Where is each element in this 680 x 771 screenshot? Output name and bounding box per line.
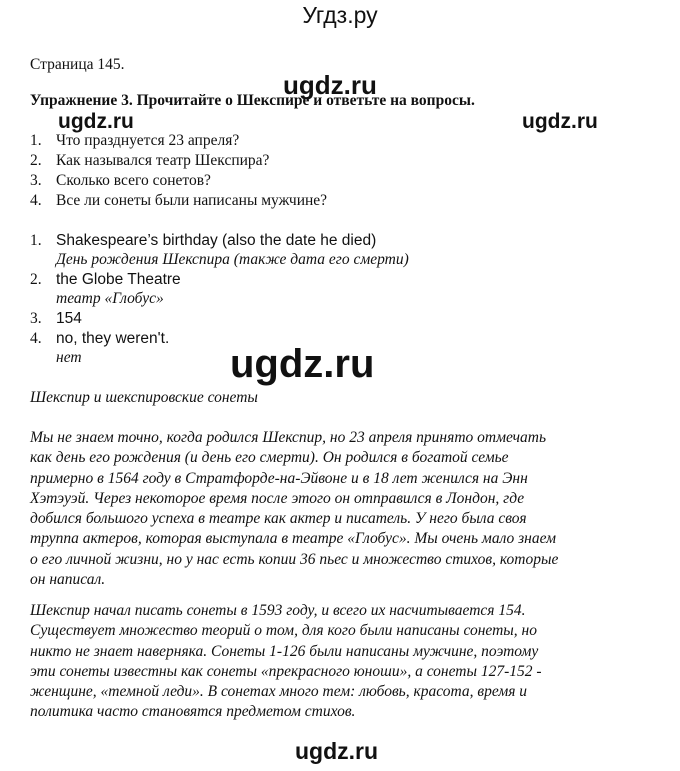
text-line: о его личной жизни, но у нас есть копии 36 пьес и множество стихов, которые	[30, 550, 559, 568]
answer-number: 4.	[30, 330, 42, 347]
answer-text: 154	[56, 310, 82, 327]
answer-number: 2.	[30, 271, 42, 288]
question-text: Все ли сонеты были написаны мужчине?	[56, 192, 328, 209]
text-line: примерно в 1564 году в Стратфорде-на-Эйвоне и в 18 лет женился на Энн	[30, 469, 528, 487]
text-line: Мы не знаем точно, когда родился Шекспир, но 23 апреля принято отмечать	[30, 429, 547, 446]
watermark: ugdz.ru	[522, 110, 598, 133]
text-line: труппа актеров, которая выступала в театре «Глобус». Мы очень мало знаем	[30, 530, 557, 548]
question-number: 4.	[30, 192, 42, 209]
site-title[interactable]: Угдз.ру	[302, 2, 378, 28]
answer-translation: театр «Глобус»	[56, 290, 164, 307]
text-line: Существует множество теорий о том, для кого были написаны сонеты, но	[30, 622, 537, 640]
text-line: Хэтэуэй. Через некоторое время после этого он отправился в Лондон, где	[30, 489, 525, 507]
page-label: Страница 145.	[30, 56, 125, 73]
text-line: эти сонеты известны как сонеты «прекрасного юноши», а сонеты 127-152 -	[30, 662, 542, 680]
text-line: как день его рождения (и день его смерти). Он родился в богатой семье	[30, 449, 509, 467]
list-item	[0, 232, 680, 272]
text-title: Шекспир и шекспировские сонеты	[30, 389, 258, 406]
answer-translation: День рождения Шекспира (также дата его смерти)	[56, 251, 409, 268]
watermark: ugdz.ru	[58, 110, 134, 133]
text-line: никто не знает наверняка. Сонеты 1-126 были написаны мужчине, поэтому	[30, 642, 539, 660]
question-number: 2.	[30, 152, 42, 169]
list-item	[0, 192, 680, 212]
question-text: Сколько всего сонетов?	[56, 172, 211, 189]
list-item	[0, 310, 680, 330]
question-text: Как назывался театр Шекспира?	[56, 152, 270, 169]
text-line: он написал.	[30, 571, 106, 589]
watermark: ugdz.ru	[283, 70, 377, 100]
exercise-heading: Упражнение 3. Прочитайте о Шекспире и ответьте на вопросы.	[30, 92, 475, 109]
text-line: женщине, «темной леди». В сонетах много тем: любовь, красота, время и	[30, 683, 528, 701]
question-number: 1.	[30, 132, 42, 149]
question-number: 3.	[30, 172, 42, 189]
answer-number: 1.	[30, 232, 42, 249]
list-item	[0, 172, 680, 192]
list-item	[0, 132, 680, 152]
answer-text: Shakespeare’s birthday (also the date he died)	[56, 232, 377, 249]
list-item	[0, 271, 680, 311]
text-line: Шекспир начал писать сонеты в 1593 году, и всего их насчитывается 154.	[30, 602, 526, 619]
answer-translation: нет	[56, 349, 82, 366]
answer-text: the Globe Theatre	[56, 271, 181, 288]
text-line: добился большого успеха в театре как актер и писатель. У него была своя	[30, 510, 527, 528]
paragraph-1	[30, 428, 558, 590]
list-item	[0, 152, 680, 172]
answer-text: no, they weren't.	[56, 330, 170, 347]
question-text: Что празднуется 23 апреля?	[56, 132, 240, 149]
text-line: политика часто становятся предметом стихов.	[30, 703, 356, 721]
watermark: ugdz.ru	[230, 342, 375, 386]
watermark: ugdz.ru	[295, 738, 379, 764]
paragraph-2	[30, 601, 542, 723]
answer-number: 3.	[30, 310, 42, 327]
